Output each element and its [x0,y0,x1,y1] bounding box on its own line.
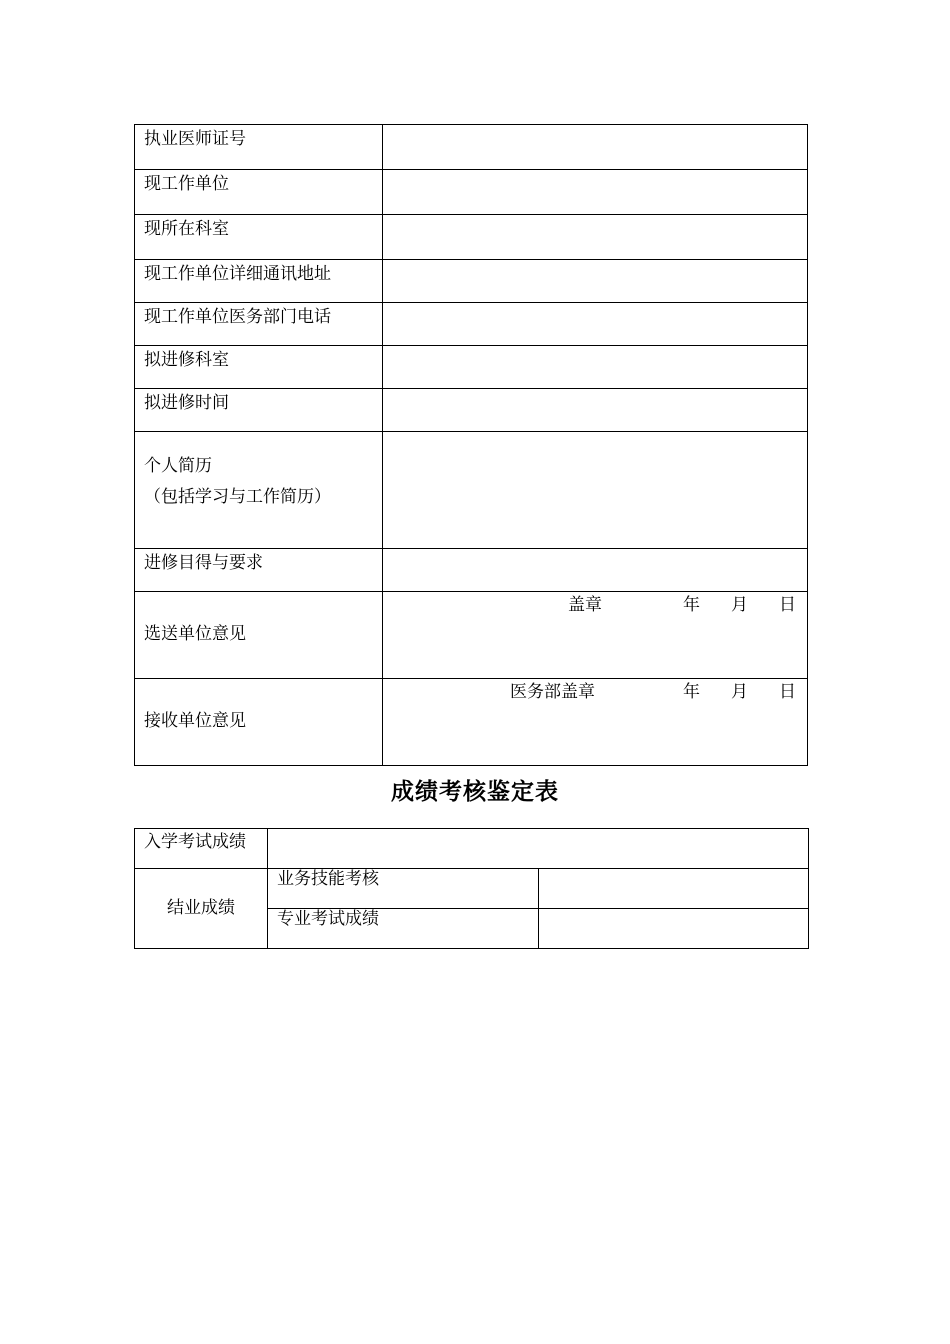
field-label: 拟进修科室 [135,346,383,389]
field-label: 现所在科室 [135,215,383,260]
goals-field[interactable] [383,549,808,592]
field-label: 现工作单位医务部门电话 [135,303,383,346]
entrance-exam-label: 入学考试成绩 [135,829,268,869]
intended-department-field[interactable] [383,346,808,389]
employer-address-field[interactable] [383,260,808,303]
year-label: 年 [683,682,700,702]
field-label: 现工作单位 [135,170,383,215]
professional-exam-label: 专业考试成绩 [268,909,539,949]
current-employer-field[interactable] [383,170,808,215]
form-row-sending-unit-opinion [135,592,808,679]
evaluation-title: 成绩考核鉴定表 [391,778,559,805]
resume-label-text: 个人简历 [144,456,212,476]
skills-label: 业务技能考核 [268,869,539,909]
form-row-current-employer [135,170,808,215]
seal-label: 盖章 [568,595,602,615]
year-label: 年 [683,595,700,615]
resume-label [135,432,383,549]
form-row-resume [135,432,808,549]
month-label: 月 [731,682,748,702]
field-label: 现工作单位详细通讯地址 [135,260,383,303]
month-label: 月 [731,595,748,615]
sending-unit-opinion-field[interactable] [383,592,808,679]
day-label: 日 [779,682,796,702]
form-row-medical-dept-phone [135,303,808,346]
current-department-field[interactable] [383,215,808,260]
skills-field[interactable] [538,869,809,909]
resume-sublabel: （包括学习与工作简历） [144,487,331,508]
receiving-unit-opinion-field[interactable] [383,679,808,766]
field-label: 选送单位意见 [135,592,383,679]
eval-row-skills [135,869,809,909]
eval-row-entrance-exam [135,829,809,869]
evaluation-table [134,828,809,949]
field-label: 接收单位意见 [135,679,383,766]
field-label: 进修目得与要求 [135,549,383,592]
form-row-goals [135,549,808,592]
intended-period-field[interactable] [383,389,808,432]
graduation-label: 结业成绩 [135,869,268,949]
professional-exam-field[interactable] [538,909,809,949]
form-row-license-number [135,125,808,170]
resume-field[interactable] [383,432,808,549]
day-label: 日 [779,595,796,615]
field-label: 执业医师证号 [135,125,383,170]
license-number-field[interactable] [383,125,808,170]
medical-dept-phone-field[interactable] [383,303,808,346]
form-row-current-department [135,215,808,260]
entrance-exam-field[interactable] [268,829,809,869]
form-row-intended-period [135,389,808,432]
seal-label: 医务部盖章 [510,682,595,702]
application-form-table [134,124,808,766]
form-row-intended-department [135,346,808,389]
field-label: 拟进修时间 [135,389,383,432]
form-row-receiving-unit-opinion [135,679,808,766]
form-row-employer-address [135,260,808,303]
